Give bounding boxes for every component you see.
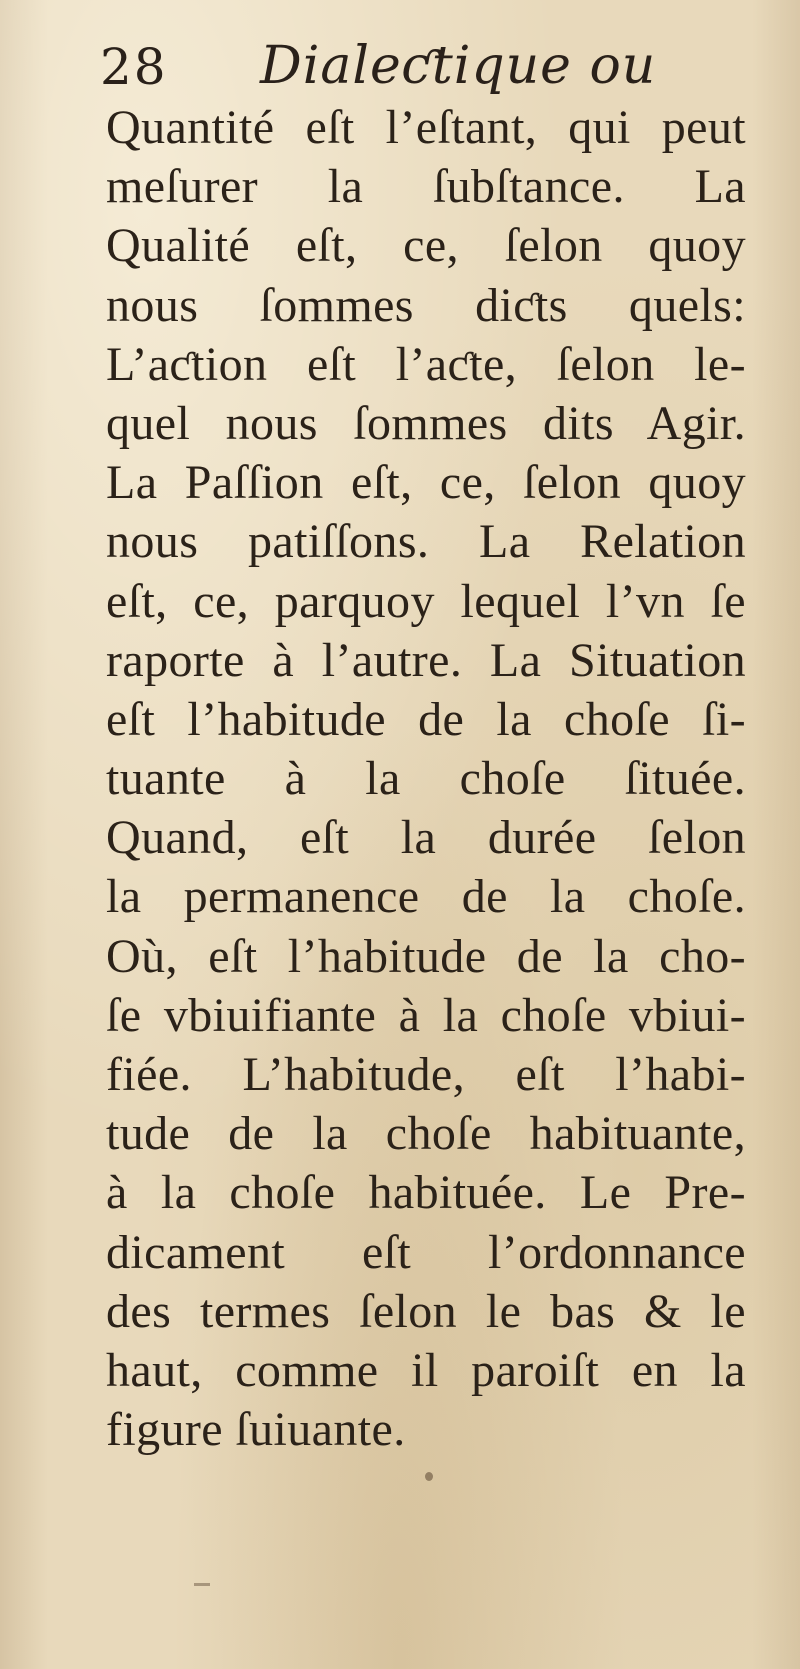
ink-spot [425, 1472, 433, 1481]
text-line: ſe vbiuifiante à la choſe vbiui- [106, 988, 746, 1042]
text-line: nous patiſſons. La Relation [106, 515, 746, 569]
text-line: haut, comme il paroiſt en la [106, 1343, 746, 1397]
text-line: la permanence de la choſe. [106, 870, 746, 924]
text-line: raporte à l’autre. La Situation [106, 633, 746, 687]
text-line: à la choſe habituée. Le Pre- [106, 1166, 746, 1220]
text-line: L’aƈtion eſt l’aƈte, ſelon le- [106, 337, 746, 391]
text-line: des termes ſelon le bas & le [106, 1284, 746, 1338]
text-line: nous ſommes diƈts quels: [106, 278, 746, 332]
text-line: Qualité eſt, ce, ſelon quoy [106, 219, 746, 273]
text-line: Où, eſt l’habitude de la cho- [106, 929, 746, 983]
text-line: La Paſſion eſt, ce, ſelon quoy [106, 456, 746, 510]
text-line: dicament eſt l’ordonnance [106, 1225, 746, 1279]
text-line: fiée. L’habitude, eſt l’habi- [106, 1048, 746, 1101]
text-line: tude de la choſe habituante, [106, 1107, 746, 1161]
body-text [106, 98, 746, 1459]
text-line: quel nous ſommes dits Agir. [106, 396, 746, 450]
running-title: Dialeƈtique ou [260, 36, 657, 96]
page-header [100, 28, 660, 98]
text-line: Quand, eſt la durée ſelon [106, 811, 746, 865]
text-line: eſt, ce, parquoy lequel l’vn ſe [106, 574, 746, 628]
text-line: figure ſuiuante. [106, 1403, 406, 1457]
text-line: tuante à la choſe ſituée. [106, 752, 746, 806]
text-line: meſurer la ſubſtance. La [106, 160, 746, 214]
page-number: 28 [100, 38, 168, 96]
ink-mark [194, 1583, 210, 1586]
text-line: Quantité eſt l’eſtant, qui peut [106, 101, 746, 154]
text-line: eſt l’habitude de la choſe ſi- [106, 692, 746, 746]
